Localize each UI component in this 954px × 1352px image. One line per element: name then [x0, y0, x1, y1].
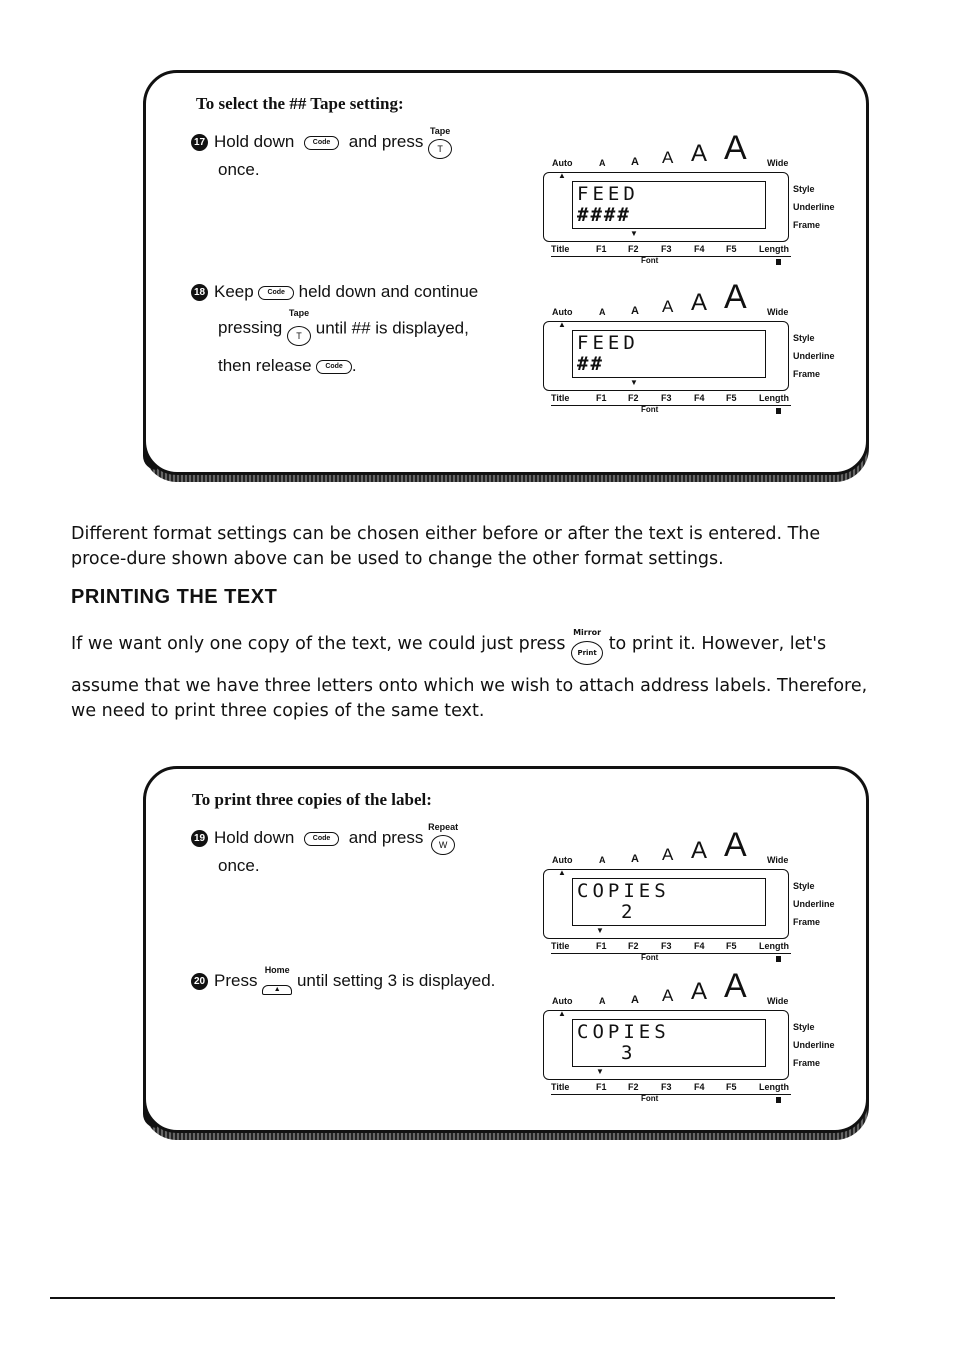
home-key-icon: Home ▲ — [262, 966, 292, 997]
size-scale: Auto A A A A A Wide — [552, 826, 789, 865]
lcd-line-1: COPIES — [577, 1021, 670, 1043]
text-run: to print it. However, let's — [608, 634, 827, 654]
step-text: and press — [348, 827, 424, 847]
step-17 — [191, 126, 521, 181]
code-key-icon: Code — [304, 832, 340, 846]
size-scale: Auto A A A A A Wide — [552, 278, 789, 317]
step-text: Keep — [214, 282, 254, 301]
lcd-display-1 — [543, 129, 843, 265]
style-indicator: Style — [793, 1022, 815, 1032]
underline-indicator: Underline — [793, 1040, 835, 1050]
step-text: and press — [348, 131, 424, 151]
underline-indicator: Underline — [793, 351, 835, 361]
lcd-line-1: COPIES — [577, 880, 670, 902]
code-key-icon: Code — [316, 360, 352, 374]
step-19 — [191, 822, 521, 877]
step-text: then release — [218, 356, 312, 375]
lcd-line-1: FEED — [577, 332, 639, 354]
footer-rule — [50, 1297, 835, 1299]
tape-key-icon: Tape T — [287, 308, 311, 350]
step-text: until ## is displayed, — [315, 318, 469, 338]
step-text: pressing — [218, 318, 283, 338]
underline-indicator: Underline — [793, 899, 835, 909]
step-text: Press — [214, 970, 258, 990]
frame-indicator: Frame — [793, 369, 821, 379]
lcd-text-area — [572, 181, 766, 229]
step-text: once. — [218, 856, 260, 875]
indicator-square — [776, 259, 781, 265]
frame-indicator: Frame — [793, 917, 821, 927]
function-row: Title F1 F2 F3 F4 F5 Length — [551, 1082, 791, 1095]
frame-indicator: Frame — [793, 220, 821, 230]
step-number: 18 — [191, 284, 208, 301]
panel-title: To select the ## Tape setting: — [196, 94, 404, 113]
lcd-line-2: #### — [577, 204, 631, 226]
code-key-icon: Code — [304, 136, 340, 150]
step-text: Hold down — [214, 827, 295, 847]
lcd-line-2: 2 — [621, 901, 635, 923]
indicator-square — [776, 408, 781, 414]
print-key-icon: Mirror Print — [571, 628, 603, 665]
lcd-display-2 — [543, 278, 843, 414]
step-text: held down and continue — [298, 282, 479, 301]
indicator-square — [776, 1097, 781, 1103]
lcd-text-area — [572, 330, 766, 378]
text-run: If we want only one copy of the text, we could just press — [71, 634, 566, 654]
lcd-line-1: FEED — [577, 183, 639, 205]
paragraph — [71, 628, 871, 665]
panel-title: To print three copies of the label: — [192, 790, 432, 809]
step-number: 19 — [191, 830, 208, 847]
lcd-screen: ▲ FEED ## ▼ — [543, 321, 789, 391]
style-indicator: Style — [793, 333, 815, 343]
font-label: Font — [641, 256, 659, 265]
font-label: Font — [641, 1094, 659, 1103]
function-row: Title F1 F2 F3 F4 F5 Length — [551, 941, 791, 954]
font-label: Font — [641, 405, 659, 414]
step-18: 18 Keep Code held down and continue pressing Tape T until ## is displayed, then release Code . — [191, 276, 526, 382]
lcd-display-4 — [543, 967, 843, 1103]
paragraph: Different format settings can be chosen either before or after the text is entered. The proce-dure shown above can be used to change the other format settings. — [71, 524, 821, 569]
tape-key-icon: Tape T — [428, 126, 452, 159]
step-text: Hold down — [214, 131, 295, 151]
step-number: 17 — [191, 134, 208, 151]
step-20 — [191, 966, 521, 997]
step-number: 20 — [191, 973, 208, 990]
style-indicator: Style — [793, 184, 815, 194]
lcd-text-area — [572, 1019, 766, 1067]
font-label: Font — [641, 953, 659, 962]
repeat-key-icon: Repeat W — [428, 822, 458, 855]
indicator-square — [776, 956, 781, 962]
step-text: until setting 3 is displayed. — [296, 970, 496, 990]
step-text: once. — [218, 160, 260, 179]
lcd-text-area — [572, 878, 766, 926]
code-key-icon: Code — [258, 286, 294, 300]
section-heading: PRINTING THE TEXT — [71, 586, 278, 608]
underline-indicator: Underline — [793, 202, 835, 212]
lcd-line-2: 3 — [621, 1042, 635, 1064]
lcd-screen: ▲ COPIES 3 ▼ — [543, 1010, 789, 1080]
paragraph: assume that we have three letters onto which we wish to attach address labels. Therefore, we need to print three copies of the same text. — [71, 676, 868, 721]
lcd-line-2: ## — [577, 353, 604, 375]
size-scale: Auto A A A A A Wide — [552, 129, 789, 168]
frame-indicator: Frame — [793, 1058, 821, 1068]
style-indicator: Style — [793, 881, 815, 891]
size-scale: Auto A A A A A Wide — [552, 967, 789, 1006]
function-row: Title F1 F2 F3 F4 F5 Length — [551, 244, 791, 257]
function-row: Title F1 F2 F3 F4 F5 Length — [551, 393, 791, 406]
lcd-screen: ▲ COPIES 2 ▼ — [543, 869, 789, 939]
lcd-display-3 — [543, 826, 843, 962]
lcd-screen: ▲ FEED #### ▼ — [543, 172, 789, 242]
